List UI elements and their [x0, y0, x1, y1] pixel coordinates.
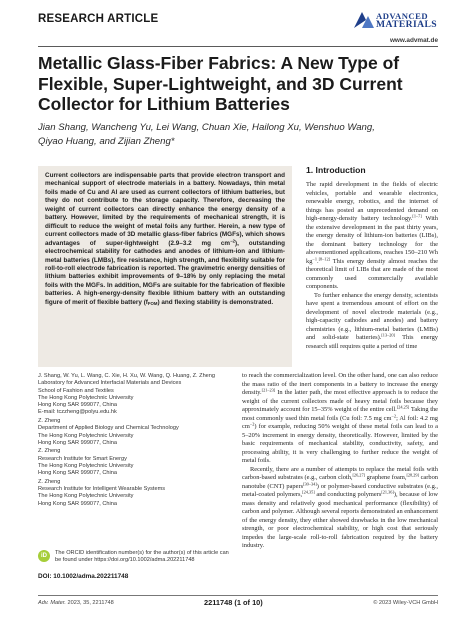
orcid-icon: iD: [38, 550, 50, 562]
section-label: RESEARCH ARTICLE: [38, 13, 159, 25]
affiliation-line: The Hong Kong Polytechnic University: [38, 493, 134, 500]
reference-link[interactable]: [24,35]: [302, 489, 315, 495]
affiliation-line: Research Institute for Intelligent Wearable Systems: [38, 486, 166, 493]
author-line-1: Jian Shang, Wancheng Yu, Lei Wang, Chuan Xie, Hailong Xu, Wenshuo Wang,: [38, 122, 375, 133]
introduction-column: [306, 181, 438, 351]
logo-emblem-icon: [352, 10, 376, 30]
orcid-text[interactable]: The ORCID identification number(s) for the author(s) of this article can be found under https://doi.org/10.1002/adma.202211748: [55, 550, 229, 564]
footer-journal: Adv. Mater.: [38, 600, 66, 606]
author-list: [38, 121, 438, 148]
footer-page-number: 2211748 (1 of 10): [204, 598, 263, 607]
author-line-2: Qiyao Huang, and Zijian Zheng*: [38, 135, 175, 147]
introduction-heading: 1. Introduction: [306, 165, 366, 175]
affiliation-line: Department of Applied Biology and Chemical Technology: [38, 425, 179, 432]
footer-divider: [38, 595, 438, 596]
intro-paragraph-1: The rapid development in the fields of electric vehicles, portable and wearable electronics, renewable energy, robotics, and the internet of things has posted an unprecedented demand on high-energy-density battery technology.[1–7] With the extensive development in the past thirty years, the energy density of lithium-ion batteries (LIBs), the dominant battery technology for the abovementioned applications, reaches 150–210 Wh $kg^{-1}.[8-12]$ This energy density almost reaches the theoretical limit of LIBs that are made of the most commonly used commercially available components.: [306, 181, 438, 290]
reference-link[interactable]: [24,25]: [396, 404, 410, 410]
article-doi[interactable]: DOI: 10.1002/adma.202211748: [38, 573, 129, 580]
abstract-superscript: −2: [230, 238, 235, 244]
reference-link[interactable]: [8–12]: [318, 256, 331, 262]
affiliation-line: School of Fashion and Textiles: [38, 387, 114, 394]
affiliation-line: Z. Zheng: [38, 478, 61, 485]
reference-link[interactable]: [21,36]: [381, 489, 394, 495]
affiliation-line: Laboratory for Advanced Interfacial Materials and Devices: [38, 380, 182, 387]
affiliation-line: J. Shang, W. Yu, L. Wang, C. Xie, H. Xu, W. Wang, Q. Huang, Z. Zheng: [38, 373, 216, 379]
logo-line-1: ADVANCED: [376, 11, 429, 21]
journal-website-link[interactable]: www.advmat.de: [389, 37, 438, 44]
reference-link[interactable]: [28,29]: [406, 472, 419, 478]
affiliation-line: Hong Kong SAR 999077, China: [38, 402, 117, 409]
affiliation-line: The Hong Kong Polytechnic University: [38, 432, 134, 439]
affiliation-line: Hong Kong SAR 999077, China: [38, 470, 117, 477]
reference-link[interactable]: [30–34]: [303, 481, 317, 487]
introduction-column-continued: [242, 372, 438, 551]
header-divider: [38, 46, 438, 47]
corresponding-email[interactable]: E-mail: tczzheng@polyu.edu.hk: [38, 409, 117, 416]
affiliation-line: Z. Zheng: [38, 448, 61, 455]
journal-logo[interactable]: [352, 10, 438, 36]
abstract-text-end: ) and flexing stability is demonstrated.: [157, 298, 274, 306]
footer-citation: [38, 600, 114, 606]
affiliation-line: The Hong Kong Polytechnic University: [38, 462, 134, 469]
affiliation-line: Hong Kong SAR 999077, China: [38, 439, 117, 446]
abstract-subscript: FOM: [147, 300, 158, 306]
intro-paragraph-3: Recently, there are a number of attempts to replace the metal foils with carbon-based substrates (e.g., carbon cloth,[26,27] graphene foam,[28,29] carbon nanotube (CNT) papers[30–34]) or polymer-based conductive substrates (e.g., metal-coated polymers,[24,35] and conducting polymers[21,36]), because of low mass density and relatively good mechanical performance (flexibility) of carbon and polymer. Although several reports demonstrated an enhancement of the energy density, they either showed drawbacks in the low mechanical strength, or poor electrochemical stability, or high cost that seriously impedes the large-scale roll-to-roll fabrication required by the battery industry.: [242, 465, 438, 549]
intro-paragraph-2: To further enhance the energy density, scientists have spent a tremendous amount of effort on the development of novel electrode materials (e.g., high-capacity cathodes and anodes) and battery chemistries (e.g., lithium-metal batteries (LMBs) and solid-state batteries).[13–20] This energy research still requires quite a period of time: [306, 291, 439, 350]
affiliation-line: Z. Zheng: [38, 417, 61, 424]
article-title: Metallic Glass-Fiber Fabrics: A New Type of Flexible, Super-Lightweight, and 3D Current Collector for Lithium Batteries: [38, 53, 403, 114]
affiliation-line: The Hong Kong Polytechnic University: [38, 394, 134, 401]
reference-link[interactable]: [13–20]: [381, 332, 395, 338]
reference-link[interactable]: [1–7]: [412, 213, 422, 219]
reference-link[interactable]: [21–23]: [261, 387, 276, 393]
abstract-text-rest: ), outstanding electrochemical stability for cathodes and anodes of lithium-ion and lithium-metal batteries (LMBs), fire resistance, high strength, and flexibility suitable for roll-to-roll electrode fabrication is reported. The gravimetric energy densities of lithium batteries exhibit improvements of 9–18% by only replacing the metal foils with the MGFs. In addition, MGFs are suitable for the fabrication of flexible batteries. A high-energy-density flexible lithium battery with an outstanding figure of merit of flexible battery (f: [45, 239, 286, 306]
abstract-box: [38, 166, 292, 367]
footer-volume: 2023, 35, 2211748: [65, 600, 114, 606]
abstract-text-main: Current collectors are indispensable parts that provide electron transport and mechanical support of electrode materials in a battery. Nowadays, thin metal foils made of Cu and Al are used as current collectors of lithium batteries, but they do not contribute to the storage capacity. Therefore, decreasing the weight of current collectors can directly enhance the energy density of a battery. However, limited by the requirements of mechanical strength, it is difficult to reduce the weight of metal foils any further. Herein, a new type of current collectors made of 3D metallic glass-fiber fabrics (MGFs), which shows advantages of super-lightweight (2.9–3.2 mg cm: [45, 172, 285, 247]
affiliations: [38, 373, 234, 509]
footer-copyright: © 2023 Wiley-VCH GmbH: [373, 600, 438, 606]
orcid-note: [38, 550, 234, 570]
affiliation-line: Research Institute for Smart Energy: [38, 455, 127, 462]
intro-paragraph-2-cont: to reach the commercialization level. On the other hand, one can also reduce the mass ratio of the inert components in a battery to increase the energy density.[21–23] In the latter path, the most effective approach is to reduce the weight of the current collectors made of heavy metal foils because they approximately account for 15–35% weight of the entire cell.[24,25] Taking the most commonly used thin metal foils (Cu foil: 7.5 mg $cm^{-2}$; Al foil: 4.2 mg $cm^{-2}$) for example, reducing 50% weight of these metal foils can lead to a 5–20% increment in energy density, theoretically. However, limited by the basic requirements of mechanical stability, conductivity, safety, and processing ability, it is very challenging to further reduce the weight of metal foils.: [242, 372, 438, 464]
reference-link[interactable]: [26,27]: [352, 472, 366, 478]
logo-line-2: MATERIALS: [376, 19, 437, 30]
affiliation-line: Hong Kong SAR 999077, China: [38, 500, 117, 507]
